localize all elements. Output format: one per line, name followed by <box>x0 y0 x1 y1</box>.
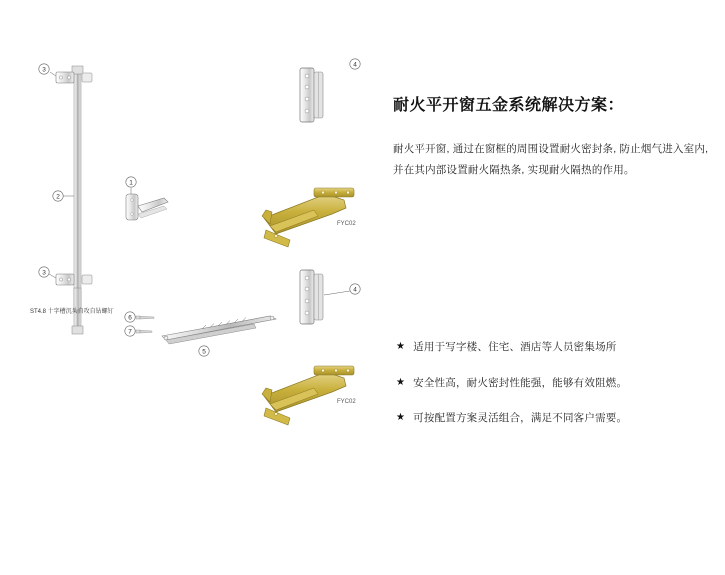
svg-text:4: 4 <box>353 61 357 69</box>
list-item <box>396 411 716 426</box>
svg-text:5: 5 <box>202 348 206 356</box>
feature-bullet-list <box>396 340 716 447</box>
upper-lock-keeper-part <box>50 72 92 83</box>
window-handle-part <box>126 188 168 220</box>
list-item-label: 可按配置方案灵活组合，满足不同客户需要。 <box>413 412 628 425</box>
svg-text:2: 2 <box>56 193 60 201</box>
callout-1 <box>126 177 136 187</box>
svg-text:7: 7 <box>128 328 132 336</box>
callout-3-upper <box>39 64 49 74</box>
upper-hinge-part <box>300 68 323 122</box>
svg-text:4: 4 <box>353 286 357 294</box>
part-code-label-lower: FYC02 <box>337 399 356 405</box>
list-item-label: 适用于写字楼、住宅、酒店等人员密集场所 <box>413 341 617 353</box>
friction-stay-part <box>162 316 276 344</box>
callout-7 <box>125 326 135 336</box>
brass-stay-arm-lower <box>262 366 356 425</box>
screws-part <box>136 316 154 333</box>
lower-lock-keeper-part <box>56 274 92 310</box>
list-item <box>396 376 716 391</box>
list-item <box>396 340 716 355</box>
svg-text:3: 3 <box>42 269 46 277</box>
star-icon: ★ <box>396 376 406 388</box>
svg-text:3: 3 <box>42 66 46 74</box>
description-paragraph: 耐火平开窗, 通过在窗框的周围设置耐火密封条, 防止烟气进入室内, 并在其内部设置耐火隔热条, 实现耐火隔热的作用。 <box>393 142 709 176</box>
callout-4-upper <box>350 59 360 69</box>
star-icon: ★ <box>396 341 406 352</box>
star-icon: ★ <box>396 412 406 424</box>
callout-4-lower <box>324 284 360 295</box>
part-code-label-upper: FYC02 <box>337 221 356 227</box>
callout-3-lower <box>39 267 56 278</box>
list-item-label: 安全性高，耐火密封性能强，能够有效阻燃。 <box>413 376 628 389</box>
callout-5 <box>199 346 209 356</box>
solution-text-panel <box>393 96 711 181</box>
lower-hinge-part <box>300 270 323 324</box>
screw-spec-label: ST4.8 十字槽沉头自攻自钻螺钉 <box>30 309 114 315</box>
svg-text:6: 6 <box>128 314 132 322</box>
page-title: 耐火平开窗五金系统解决方案： <box>393 97 625 114</box>
svg-text:1: 1 <box>129 179 133 187</box>
callout-6 <box>125 312 135 322</box>
brass-stay-arm-upper <box>262 188 356 247</box>
callout-2 <box>53 191 74 201</box>
hardware-exploded-diagram <box>14 48 374 468</box>
